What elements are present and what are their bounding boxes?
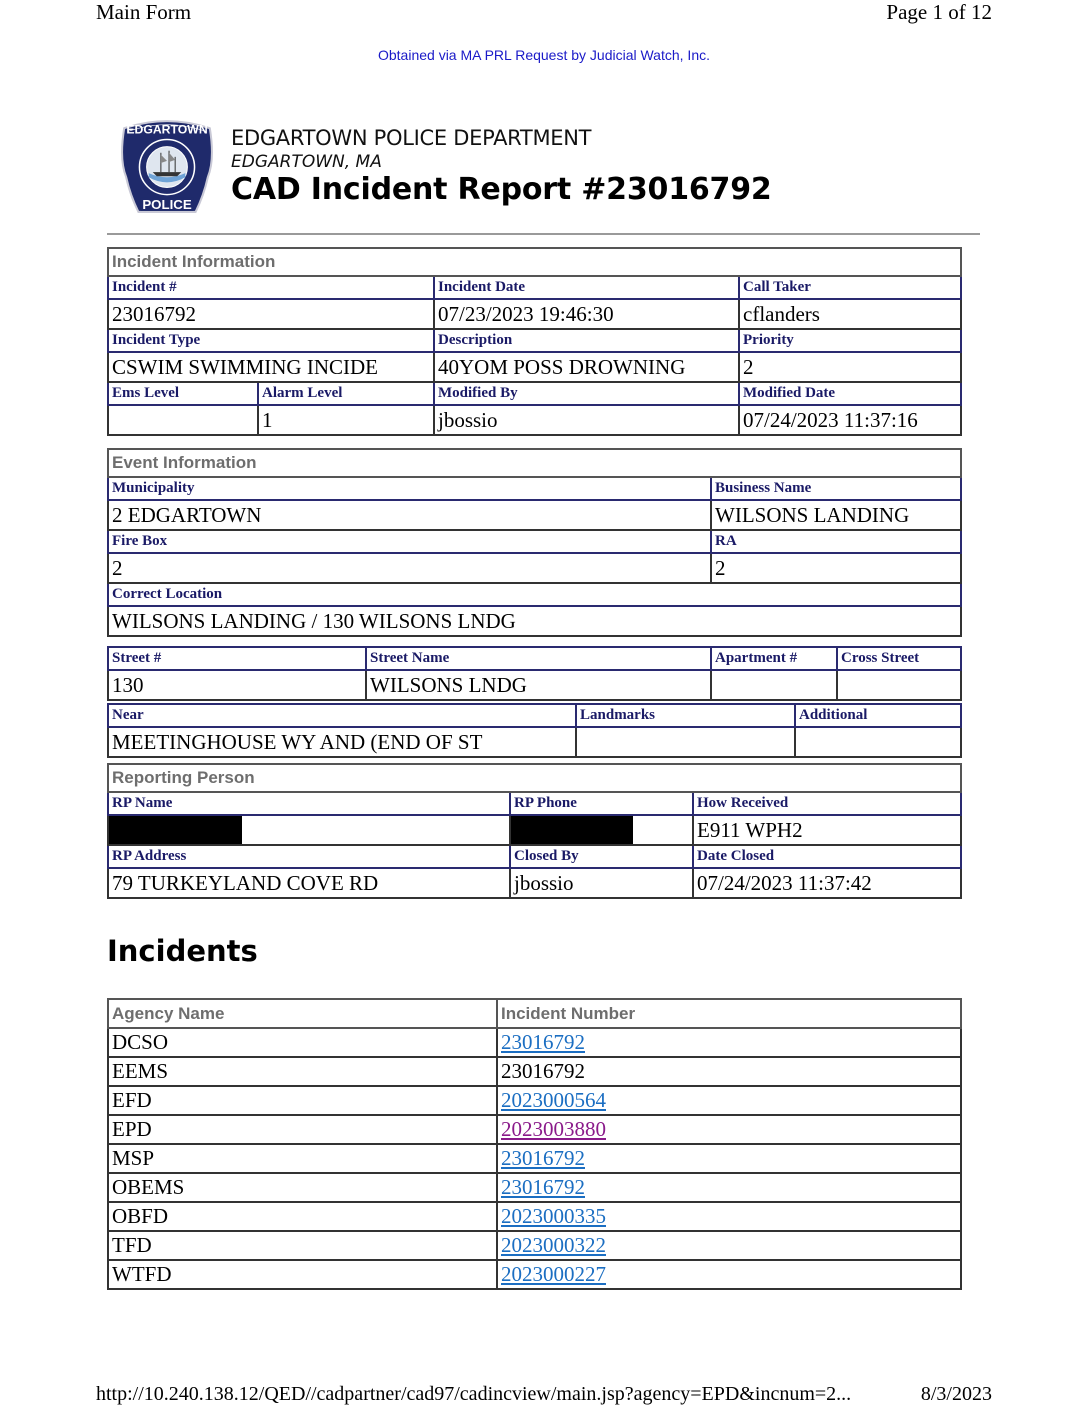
section-title-reporting-person: Reporting Person [108, 764, 961, 792]
badge-top-text: EDGARTOWN [126, 122, 208, 137]
redaction-block [109, 816, 242, 844]
closed-by-label: Closed By [510, 845, 693, 868]
description-label: Description [434, 329, 739, 352]
report-header [116, 114, 816, 218]
page-footer-url: http://10.240.138.12/QED//cadpartner/cad97/cadincview/main.jsp?agency=EPD&incnum=2... [96, 1383, 852, 1405]
incident-number-link[interactable]: 23016792 [501, 1146, 585, 1170]
incident-date-label: Incident Date [434, 276, 739, 299]
header-divider [107, 233, 980, 235]
priority-label: Priority [739, 329, 961, 352]
incident-number-cell [497, 1086, 961, 1115]
rp-name-value [108, 815, 510, 845]
closed-by-value: jbossio [510, 868, 693, 898]
table-row [108, 1260, 961, 1289]
agency-name-cell: DCSO [108, 1028, 497, 1057]
page-header-title: Main Form [96, 0, 192, 24]
incident-number-cell [497, 1144, 961, 1173]
cross-street-label: Cross Street [837, 647, 961, 670]
page-number: Page 1 of 12 [886, 0, 992, 24]
agency-name-cell: EFD [108, 1086, 497, 1115]
incident-number-label: Incident # [108, 276, 434, 299]
apartment-label: Apartment # [711, 647, 837, 670]
incident-number-cell [497, 1028, 961, 1057]
table-row [108, 1173, 961, 1202]
how-received-value: E911 WPH2 [693, 815, 961, 845]
incident-information-table [107, 247, 962, 436]
street-name-label: Street Name [366, 647, 711, 670]
incident-number-cell [497, 1115, 961, 1144]
agency-name-cell: EEMS [108, 1057, 497, 1086]
street-table [107, 646, 962, 701]
event-information-table [107, 448, 962, 637]
police-badge-logo [116, 114, 218, 216]
modified-date-label: Modified Date [739, 382, 961, 405]
near-value: MEETINGHOUSE WY AND (END OF ST [108, 727, 576, 757]
rp-name-label: RP Name [108, 792, 510, 815]
incident-type-label: Incident Type [108, 329, 434, 352]
agency-name-cell: OBFD [108, 1202, 497, 1231]
page-footer-date: 8/3/2023 [920, 1383, 992, 1405]
incident-number-link[interactable]: 2023000322 [501, 1233, 606, 1257]
municipality-value: 2 EDGARTOWN [108, 500, 711, 530]
alarm-level-value: 1 [258, 405, 434, 435]
agency-name-cell: EPD [108, 1115, 497, 1144]
near-table [107, 703, 962, 758]
column-header-agency-name: Agency Name [108, 999, 497, 1028]
incident-number-link[interactable]: 2023000227 [501, 1262, 606, 1286]
incident-number-link[interactable]: 2023000335 [501, 1204, 606, 1228]
modified-date-value: 07/24/2023 11:37:16 [739, 405, 961, 435]
watermark: Obtained via MA PRL Request by Judicial Watch, Inc. [377, 47, 710, 63]
date-closed-value: 07/24/2023 11:37:42 [693, 868, 961, 898]
municipality-label: Municipality [108, 477, 711, 500]
incident-number-link[interactable]: 23016792 [501, 1030, 585, 1054]
how-received-label: How Received [693, 792, 961, 815]
department-city: EDGARTOWN, MA [231, 152, 382, 172]
street-number-label: Street # [108, 647, 366, 670]
correct-location-label: Correct Location [108, 583, 961, 606]
agency-name-cell: MSP [108, 1144, 497, 1173]
incident-date-value: 07/23/2023 19:46:30 [434, 299, 739, 329]
rp-phone-label: RP Phone [510, 792, 693, 815]
priority-value: 2 [739, 352, 961, 382]
landmarks-value [576, 727, 795, 757]
section-title-event-information: Event Information [108, 449, 961, 477]
incident-number-cell [497, 1231, 961, 1260]
report-title: CAD Incident Report #23016792 [231, 172, 772, 207]
rp-address-value: 79 TURKEYLAND COVE RD [108, 868, 510, 898]
business-name-label: Business Name [711, 477, 961, 500]
incident-number-cell [497, 1260, 961, 1289]
rp-phone-value [510, 815, 693, 845]
street-number-value: 130 [108, 670, 366, 700]
agency-name-cell: TFD [108, 1231, 497, 1260]
table-row [108, 1086, 961, 1115]
incident-number-cell: 23016792 [497, 1057, 961, 1086]
agency-name-cell: OBEMS [108, 1173, 497, 1202]
table-row [108, 1231, 961, 1260]
incident-type-value: CSWIM SWIMMING INCIDE [108, 352, 434, 382]
table-row [108, 1202, 961, 1231]
table-row [108, 1115, 961, 1144]
incidents-heading: Incidents [107, 934, 258, 968]
table-row [108, 1028, 961, 1057]
rp-address-label: RP Address [108, 845, 510, 868]
incidents-table [107, 998, 962, 1290]
landmarks-label: Landmarks [576, 704, 795, 727]
ems-level-value [108, 405, 258, 435]
table-row [108, 1057, 961, 1086]
redaction-block [511, 816, 633, 844]
badge-bottom-text: POLICE [142, 196, 192, 212]
ems-level-label: Ems Level [108, 382, 258, 405]
date-closed-label: Date Closed [693, 845, 961, 868]
table-row [108, 1144, 961, 1173]
additional-label: Additional [795, 704, 961, 727]
business-name-value: WILSONS LANDING [711, 500, 961, 530]
apartment-value [711, 670, 837, 700]
modified-by-label: Modified By [434, 382, 739, 405]
reporting-person-table [107, 763, 962, 899]
department-name: EDGARTOWN POLICE DEPARTMENT [231, 126, 592, 150]
ra-label: RA [711, 530, 961, 553]
additional-value [795, 727, 961, 757]
section-title-incident-information: Incident Information [108, 248, 961, 276]
alarm-level-label: Alarm Level [258, 382, 434, 405]
column-header-incident-number: Incident Number [497, 999, 961, 1028]
incident-number-value: 23016792 [108, 299, 434, 329]
incident-number-link[interactable]: 23016792 [501, 1175, 585, 1199]
description-value: 40YOM POSS DROWNING [434, 352, 739, 382]
call-taker-label: Call Taker [739, 276, 961, 299]
incident-number-link[interactable]: 2023003880 [501, 1117, 606, 1141]
incident-number-cell [497, 1202, 961, 1231]
ra-value: 2 [711, 553, 961, 583]
incident-number-link[interactable]: 2023000564 [501, 1088, 606, 1112]
near-label: Near [108, 704, 576, 727]
cross-street-value [837, 670, 961, 700]
correct-location-value: WILSONS LANDING / 130 WILSONS LNDG [108, 606, 961, 636]
fire-box-label: Fire Box [108, 530, 711, 553]
street-name-value: WILSONS LNDG [366, 670, 711, 700]
agency-name-cell: WTFD [108, 1260, 497, 1289]
fire-box-value: 2 [108, 553, 711, 583]
incident-number-cell [497, 1173, 961, 1202]
modified-by-value: jbossio [434, 405, 739, 435]
call-taker-value: cflanders [739, 299, 961, 329]
